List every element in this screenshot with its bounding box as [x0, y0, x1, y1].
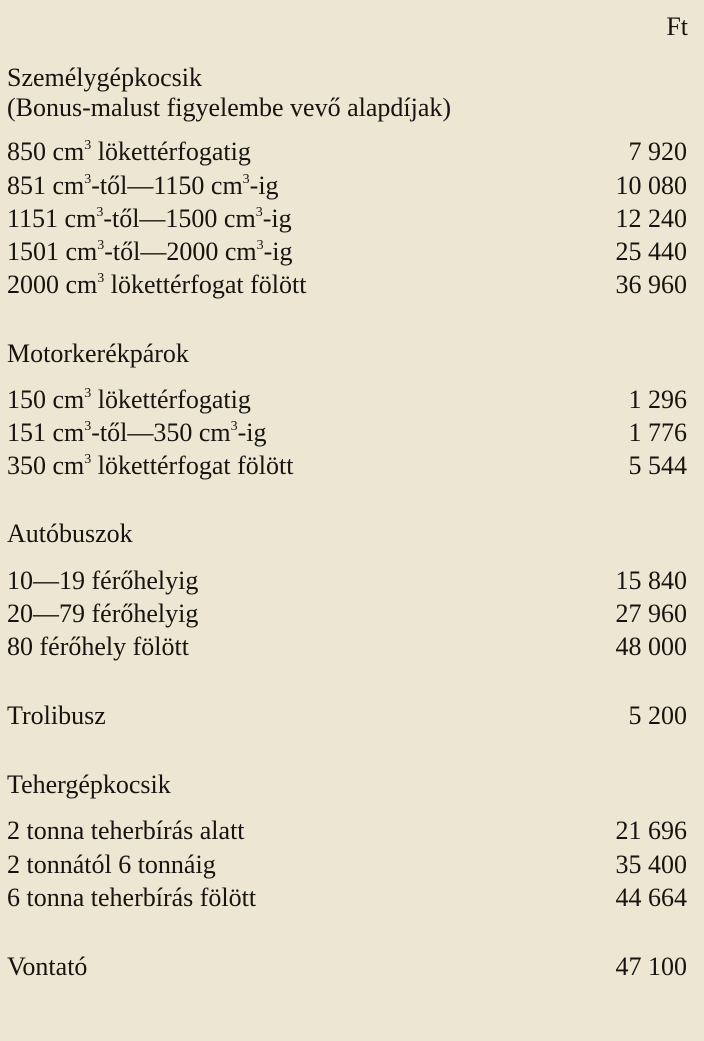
row-value: 48 000: [615, 632, 687, 661]
row-label: 10—19 férőhelyig: [7, 566, 199, 595]
table-row: [7, 170, 687, 202]
row-label: 2000 $cm^3$ lökettérfogat fölött: [7, 270, 307, 299]
row-value: 27 960: [615, 599, 687, 628]
row-value: 25 440: [615, 237, 687, 266]
row-label: 2 tonna teherbírás alatt: [7, 816, 245, 845]
section-title: Trolibusz: [7, 701, 106, 730]
currency-header: Ft: [666, 12, 688, 41]
table-row: [7, 700, 687, 732]
row-value: 1 296: [628, 385, 687, 414]
row-value: 5 544: [628, 451, 687, 480]
table-row: [7, 203, 687, 235]
row-label: 151 $cm^3-től—350$ $cm^3-ig$: [7, 418, 267, 447]
table-row: [7, 631, 687, 663]
row-value: 15 840: [615, 566, 687, 595]
row-value: 35 400: [615, 850, 687, 879]
row-label: 6 tonna teherbírás fölött: [7, 883, 257, 912]
row-label: 80 férőhely fölött: [7, 632, 189, 661]
row-label: 851 $cm^3-től—1150$ $cm^3-ig$: [7, 171, 279, 200]
row-value: 7 920: [628, 137, 687, 166]
table-row: [7, 815, 687, 847]
table-row: [7, 951, 687, 983]
table-row: [7, 269, 687, 301]
table-row: [7, 598, 687, 630]
row-label: 150 $cm^3$ lökettérfogatig: [7, 385, 251, 414]
row-label: 20—79 férőhelyig: [7, 599, 199, 628]
row-label: 1501 $cm^3-től—2000$ $cm^3-ig$: [7, 237, 293, 266]
section-title: Motorkerékpárok: [7, 339, 189, 368]
table-row: [7, 849, 687, 881]
row-value: 21 696: [615, 816, 687, 845]
section-title: Személygépkocsik: [7, 63, 202, 92]
row-value: 12 240: [615, 204, 687, 233]
table-row: [7, 882, 687, 914]
row-value: 1 776: [628, 418, 687, 447]
row-label: 2 tonnától 6 tonnáig: [7, 850, 216, 879]
table-row: [7, 384, 687, 416]
row-value: 47 100: [615, 952, 687, 981]
row-label: 1151 $cm^3-től—1500$ $cm^3-ig$: [7, 204, 292, 233]
table-row: [7, 236, 687, 268]
section-title: Tehergépkocsik: [7, 770, 171, 799]
row-label: 850 $cm^3$ lökettérfogatig: [7, 137, 251, 166]
row-label: 350 $cm^3$ lökettérfogat fölött: [7, 451, 294, 480]
table-row: [7, 450, 687, 482]
row-value: 44 664: [615, 883, 687, 912]
row-value: 36 960: [615, 270, 687, 299]
table-row: [7, 565, 687, 597]
table-row: [7, 417, 687, 449]
section-title: Autóbuszok: [7, 519, 133, 548]
table-row: [7, 136, 687, 168]
section-subtitle: (Bonus-malust figyelembe vevő alapdíjak): [7, 93, 452, 122]
row-value: 10 080: [615, 171, 687, 200]
row-value: 5 200: [628, 701, 687, 730]
section-title: Vontató: [7, 952, 88, 981]
